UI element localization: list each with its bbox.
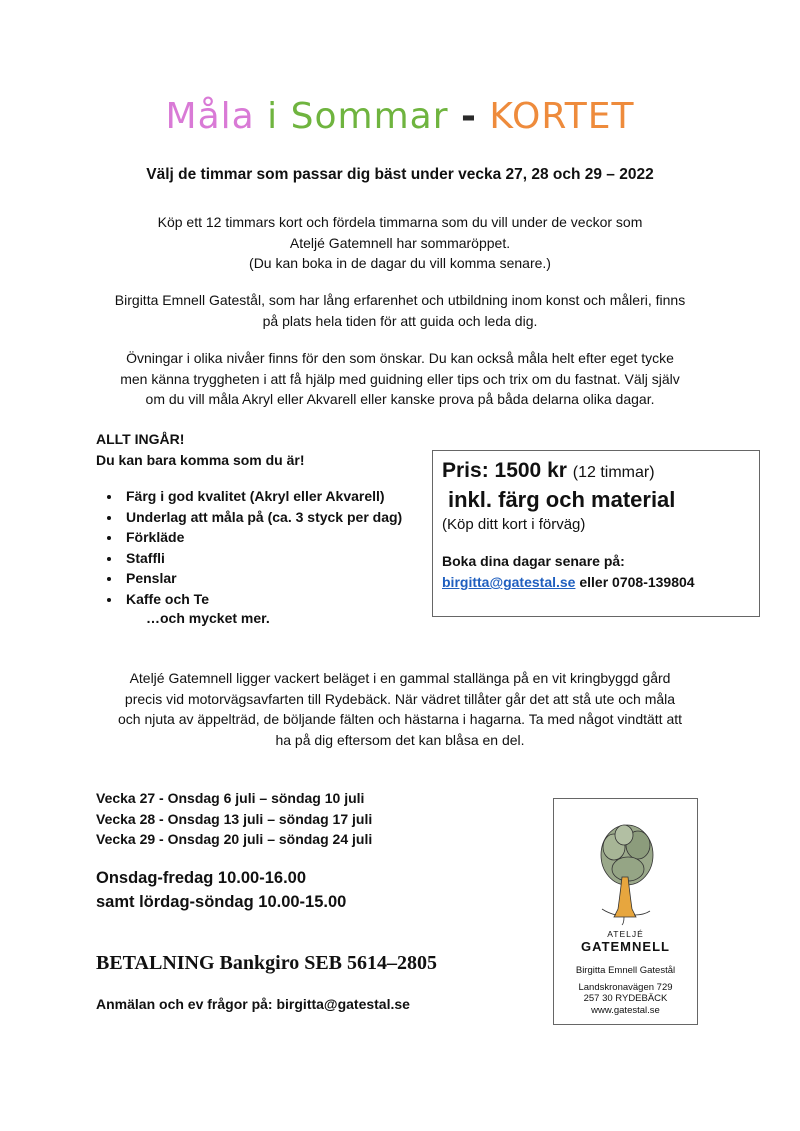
page-title — [0, 96, 800, 137]
payment-info: BETALNING Bankgiro SEB 5614–2805 — [96, 952, 438, 974]
opening-hours — [96, 866, 346, 914]
location-paragraph — [90, 668, 710, 750]
title-i: i — [267, 96, 279, 137]
intro-paragraph-2 — [90, 290, 710, 331]
week-line: Vecka 28 - Onsdag 13 juli – söndag 17 juli — [96, 810, 373, 827]
intro-line: (Du kan boka in de dagar du vill komma senare.) — [249, 255, 551, 271]
card-details — [554, 965, 697, 1016]
buy-note: (Köp ditt kort i förväg) — [442, 516, 586, 533]
list-item: • Staffli — [122, 548, 402, 569]
card-web: www.gatestal.se — [591, 1004, 660, 1016]
location-line: ha på dig eftersom det kan blåsa en del. — [275, 731, 525, 748]
card-person: Birgitta Emnell Gatestål — [575, 965, 676, 976]
week-line: Vecka 27 - Onsdag 6 juli – söndag 10 juli — [96, 790, 365, 806]
week-schedule — [96, 788, 372, 850]
hours-weekday: Onsdag-fredag 10.00-16.00 — [96, 869, 307, 887]
price-includes: inkl. färg och material — [448, 487, 676, 512]
intro-line: Ateljé Gatemnell har sommaröppet. — [289, 234, 511, 251]
title-dash: - — [460, 96, 477, 137]
location-line: och njuta av äppelträd, de böljande fälten och hästarna i hagarna. Ta med något vindtätt att — [117, 711, 683, 727]
list-item: • Penslar — [122, 568, 402, 589]
price-value: Pris: 1500 kr — [442, 459, 567, 482]
business-card — [553, 798, 698, 1025]
included-heading-block — [96, 429, 305, 470]
intro-line: på plats hela tiden för att guida och leda dig. — [262, 312, 538, 329]
booking-contact — [442, 572, 759, 593]
intro-line: men känna tryggheten i att få hjälp med guidning eller tips och trix om du fastnat. Välj själv — [120, 370, 680, 387]
booking-label: Boka dina dagar senare på: — [442, 553, 625, 569]
intro-line: Köp ett 12 timmars kort och fördela timmarna som du vill under de veckor som — [157, 214, 643, 230]
included-list — [96, 486, 402, 610]
included-heading: ALLT INGÅR! — [96, 431, 185, 447]
subtitle: Välj de timmar som passar dig bäst under vecka 27, 28 och 29 – 2022 — [146, 166, 654, 183]
list-item: • Underlag att måla på (ca. 3 styck per dag) — [122, 507, 402, 528]
included-more: …och mycket mer. — [146, 610, 270, 626]
intro-line: Övningar i olika nivåer finns för den som önskar. Du kan också måla helt efter eget tycke — [126, 350, 674, 366]
card-atelje: ATELJÉ — [607, 929, 644, 939]
week-line: Vecka 29 - Onsdag 20 juli – söndag 24 juli — [96, 831, 373, 847]
hours-weekend: samt lördag-söndag 10.00-15.00 — [96, 893, 347, 911]
title-sommar: Sommar — [290, 96, 449, 137]
title-mala: Måla — [165, 96, 255, 137]
intro-paragraph-1 — [90, 212, 710, 274]
card-city: 257 30 RYDEBÄCK — [583, 993, 668, 1004]
booking-info — [442, 551, 759, 593]
included-subheading: Du kan bara komma som du är! — [96, 451, 305, 468]
list-item: • Färg i god kvalitet (Akryl eller Akvarell) — [122, 486, 402, 507]
location-line: precis vid motorvägsavfarten till Rydebäck. När vädret tillåter går det att stå ute och måla — [124, 690, 676, 707]
intro-line: Birgitta Emnell Gatestål, som har lång erfarenhet och utbildning inom konst och måleri, finns — [114, 292, 686, 308]
email-link[interactable]: birgitta@gatestal.se — [442, 574, 576, 590]
list-item: • Kaffe och Te — [122, 589, 402, 610]
price-note: (12 timmar) — [572, 464, 655, 481]
tree-logo-icon — [588, 817, 666, 927]
card-street: Landskronavägen 729 — [578, 981, 673, 993]
intro-paragraph-3 — [90, 348, 710, 410]
title-kortet: KORTET — [489, 96, 635, 137]
intro-line: om du vill måla Akryl eller Akvarell eller kanske prova på båda delarna olika dagar. — [145, 391, 655, 407]
price-box — [432, 450, 760, 617]
list-item: • Förkläde — [122, 527, 402, 548]
price-line — [442, 459, 759, 483]
card-name: GATEMNELL — [581, 939, 670, 954]
contact-info: Anmälan och ev frågor på: birgitta@gatestal.se — [96, 996, 410, 1012]
location-line: Ateljé Gatemnell ligger vackert beläget i en gammal stallänga på en vit kringbyggd gård — [129, 670, 671, 686]
phone-text: eller 0708-139804 — [579, 574, 695, 590]
